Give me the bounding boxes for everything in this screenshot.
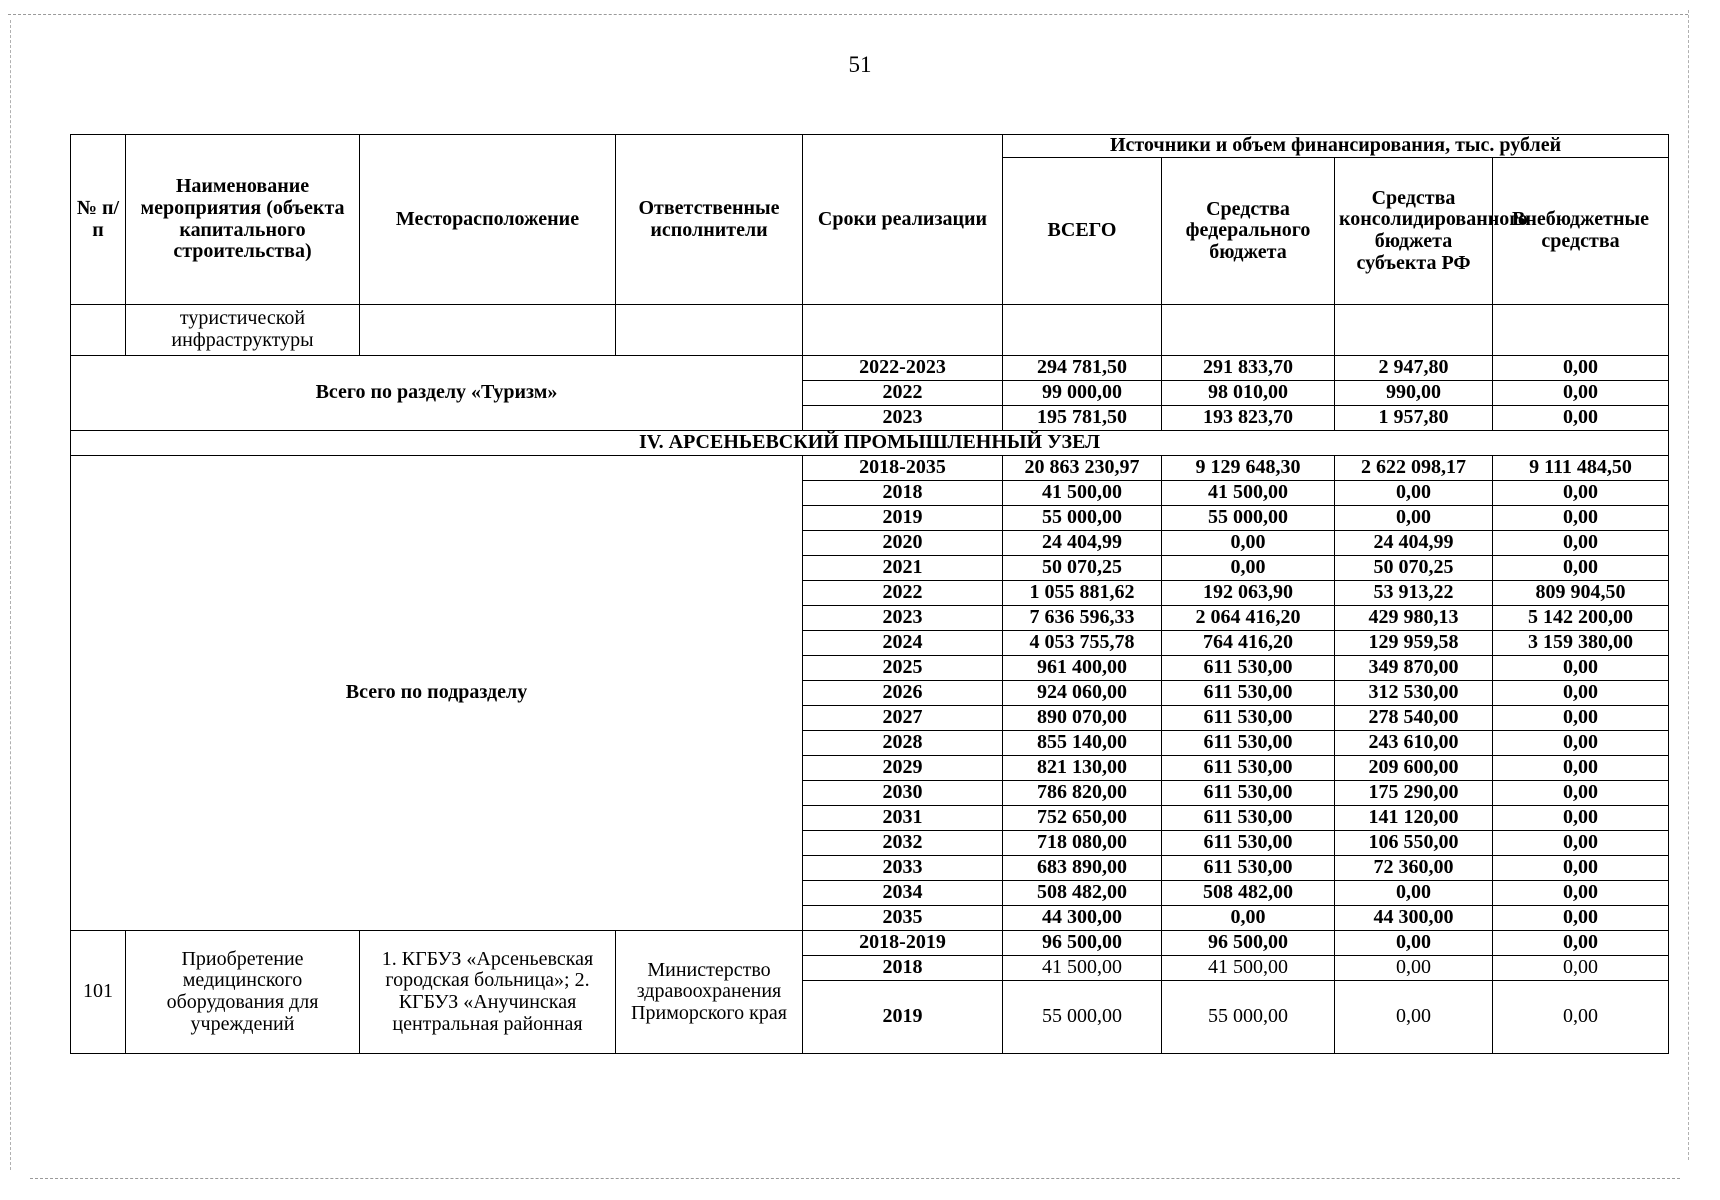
- cell-total: 718 080,00: [1003, 831, 1162, 856]
- cell-period: 2018-2035: [803, 456, 1003, 481]
- cell-consolidated: 106 550,00: [1335, 831, 1493, 856]
- cell-extra: 0,00: [1493, 656, 1669, 681]
- cell-federal: 611 530,00: [1162, 731, 1335, 756]
- table-row: Всего по разделу «Туризм» 2022-2023 294 781,50 291 833,70 2 947,80 0,00: [71, 356, 1669, 381]
- cell-period: 2035: [803, 906, 1003, 931]
- table-row: 101 Приобретение медицинского оборудования для учреждений 1. КГБУЗ «Арсеньевская городская больница»; 2. КГБУЗ «Анучинская центральная районная Министерство здравоохранения Приморского края 2018-2019 96 500,00 96 500,00 0,00 0,00: [71, 931, 1669, 956]
- cell-total: 961 400,00: [1003, 656, 1162, 681]
- cell-total: 50 070,25: [1003, 556, 1162, 581]
- cell-federal: 0,00: [1162, 556, 1335, 581]
- financing-table: [70, 134, 1669, 1054]
- item-number: 101: [71, 931, 126, 1054]
- continuation-row: [71, 305, 1669, 356]
- table-row: 2022 99 000,00 98 010,00 990,00 0,00: [71, 381, 1669, 406]
- cell-total: 786 820,00: [1003, 781, 1162, 806]
- cell-period: 2022: [803, 581, 1003, 606]
- cell-federal: 41 500,00: [1162, 481, 1335, 506]
- cell-federal: 0,00: [1162, 531, 1335, 556]
- cell-extra: 0,00: [1493, 881, 1669, 906]
- cell-period: 2030: [803, 781, 1003, 806]
- cell-federal: 611 530,00: [1162, 831, 1335, 856]
- cell-extra: 0,00: [1493, 906, 1669, 931]
- cell-federal: 192 063,90: [1162, 581, 1335, 606]
- cell-total: 508 482,00: [1003, 881, 1162, 906]
- cell-period: 2026: [803, 681, 1003, 706]
- cell-consolidated: 175 290,00: [1335, 781, 1493, 806]
- page-number: 51: [848, 52, 872, 77]
- cell-consolidated: 278 540,00: [1335, 706, 1493, 731]
- cell-extra: 5 142 200,00: [1493, 606, 1669, 631]
- section-title-row: [71, 431, 1669, 456]
- cell-federal: 764 416,20: [1162, 631, 1335, 656]
- header-federal: Средства федерального бюджета: [1162, 158, 1335, 305]
- cell-consolidated: 429 980,13: [1335, 606, 1493, 631]
- scan-edge-bottom: [30, 1178, 1680, 1179]
- cell-period: 2021: [803, 556, 1003, 581]
- cell-consolidated: 0,00: [1335, 881, 1493, 906]
- cell-total: 55 000,00: [1003, 506, 1162, 531]
- item-101: [71, 931, 1669, 1054]
- cell-consolidated: 0,00: [1335, 481, 1493, 506]
- cell-federal: 611 530,00: [1162, 706, 1335, 731]
- cell-period: 2019: [803, 506, 1003, 531]
- table-row: 2023 195 781,50 193 823,70 1 957,80 0,00: [71, 406, 1669, 431]
- cell-total: 4 053 755,78: [1003, 631, 1162, 656]
- cell-federal: 55 000,00: [1162, 506, 1335, 531]
- item-name: Приобретение медицинского оборудования для учреждений: [126, 931, 360, 1054]
- cell-period: 2018: [803, 481, 1003, 506]
- item-responsible: Министерство здравоохранения Приморского края: [616, 931, 803, 1054]
- cell-federal: 9 129 648,30: [1162, 456, 1335, 481]
- cell-extra: 0,00: [1493, 531, 1669, 556]
- cell-total: 855 140,00: [1003, 731, 1162, 756]
- header-sources: Источники и объем финансирования, тыс. рублей: [1003, 135, 1669, 158]
- cell-period: 2031: [803, 806, 1003, 831]
- cell-total: 24 404,99: [1003, 531, 1162, 556]
- cell-consolidated: 129 959,58: [1335, 631, 1493, 656]
- scan-edge-right: [1688, 10, 1689, 1160]
- scan-edge-top: [8, 14, 1688, 15]
- cell-period: 2027: [803, 706, 1003, 731]
- item-location: 1. КГБУЗ «Арсеньевская городская больница»; 2. КГБУЗ «Анучинская центральная районная: [360, 931, 616, 1054]
- subsection-total-label: Всего по подразделу: [71, 456, 803, 931]
- cell-total: 7 636 596,33: [1003, 606, 1162, 631]
- header-total: ВСЕГО: [1003, 158, 1162, 305]
- cell-extra: 0,00: [1493, 756, 1669, 781]
- subsection-body: [71, 456, 1669, 931]
- cell-extra: 0,00: [1493, 556, 1669, 581]
- cell-consolidated: 312 530,00: [1335, 681, 1493, 706]
- cell-consolidated: 44 300,00: [1335, 906, 1493, 931]
- cell-consolidated: 141 120,00: [1335, 806, 1493, 831]
- cell-federal: 611 530,00: [1162, 656, 1335, 681]
- cell-total: 821 130,00: [1003, 756, 1162, 781]
- cell-extra: 0,00: [1493, 506, 1669, 531]
- cell-total: 41 500,00: [1003, 481, 1162, 506]
- cell-period: 2023: [803, 606, 1003, 631]
- cell-federal: 2 064 416,20: [1162, 606, 1335, 631]
- header-consolidated: Средства консолидированного бюджета субъекта РФ: [1335, 158, 1493, 305]
- cell-extra: 809 904,50: [1493, 581, 1669, 606]
- cell-period: 2034: [803, 881, 1003, 906]
- cell-extra: 0,00: [1493, 856, 1669, 881]
- tourism-total-label: Всего по разделу «Туризм»: [71, 356, 803, 431]
- cell-total: 924 060,00: [1003, 681, 1162, 706]
- cell-consolidated: 72 360,00: [1335, 856, 1493, 881]
- header-responsible: Ответственные исполнители: [616, 135, 803, 305]
- cell-total: 44 300,00: [1003, 906, 1162, 931]
- cell-extra: 0,00: [1493, 681, 1669, 706]
- cell-period: 2020: [803, 531, 1003, 556]
- cell-period: 2024: [803, 631, 1003, 656]
- cell-consolidated: 209 600,00: [1335, 756, 1493, 781]
- header-location: Месторасположение: [360, 135, 616, 305]
- cell-period: 2029: [803, 756, 1003, 781]
- section-title: IV. АРСЕНЬЕВСКИЙ ПРОМЫШЛЕННЫЙ УЗЕЛ: [71, 431, 1669, 456]
- cell-period: 2025: [803, 656, 1003, 681]
- cell-period: 2028: [803, 731, 1003, 756]
- cell-extra: 0,00: [1493, 781, 1669, 806]
- cell-federal: 0,00: [1162, 906, 1335, 931]
- cell-total: 752 650,00: [1003, 806, 1162, 831]
- header-period: Сроки реализации: [803, 135, 1003, 305]
- cell-period: 2033: [803, 856, 1003, 881]
- header-extrabudget: Внебюджетные средства: [1493, 158, 1669, 305]
- cell-consolidated: 243 610,00: [1335, 731, 1493, 756]
- cell-extra: 0,00: [1493, 731, 1669, 756]
- table-row: 2019 55 000,00 55 000,00 0,00 0,00: [71, 981, 1669, 1054]
- cell-extra: 0,00: [1493, 806, 1669, 831]
- cell-total: 1 055 881,62: [1003, 581, 1162, 606]
- cell-federal: 611 530,00: [1162, 806, 1335, 831]
- cell-extra: 0,00: [1493, 831, 1669, 856]
- cell-consolidated: 0,00: [1335, 506, 1493, 531]
- continuation-text: туристической инфраструктуры: [126, 305, 360, 356]
- cell-consolidated: 349 870,00: [1335, 656, 1493, 681]
- cell-extra: 9 111 484,50: [1493, 456, 1669, 481]
- cell-extra: 3 159 380,00: [1493, 631, 1669, 656]
- cell-federal: 611 530,00: [1162, 781, 1335, 806]
- cell-federal: 611 530,00: [1162, 856, 1335, 881]
- cell-federal: 611 530,00: [1162, 681, 1335, 706]
- cell-extra: 0,00: [1493, 481, 1669, 506]
- cell-total: 683 890,00: [1003, 856, 1162, 881]
- cell-consolidated: 53 913,22: [1335, 581, 1493, 606]
- header-num: № п/п: [71, 135, 126, 305]
- table-row: 2018 41 500,00 41 500,00 0,00 0,00: [71, 956, 1669, 981]
- cell-consolidated: 24 404,99: [1335, 531, 1493, 556]
- cell-total: 20 863 230,97: [1003, 456, 1162, 481]
- cell-consolidated: 2 622 098,17: [1335, 456, 1493, 481]
- cell-period: 2032: [803, 831, 1003, 856]
- header-name: Наименование мероприятия (объекта капитального строительства): [126, 135, 360, 305]
- scan-edge-left: [10, 20, 11, 1170]
- cell-extra: 0,00: [1493, 706, 1669, 731]
- cell-consolidated: 50 070,25: [1335, 556, 1493, 581]
- table-row: [71, 456, 1669, 481]
- cell-federal: 611 530,00: [1162, 756, 1335, 781]
- cell-federal: 508 482,00: [1162, 881, 1335, 906]
- cell-total: 890 070,00: [1003, 706, 1162, 731]
